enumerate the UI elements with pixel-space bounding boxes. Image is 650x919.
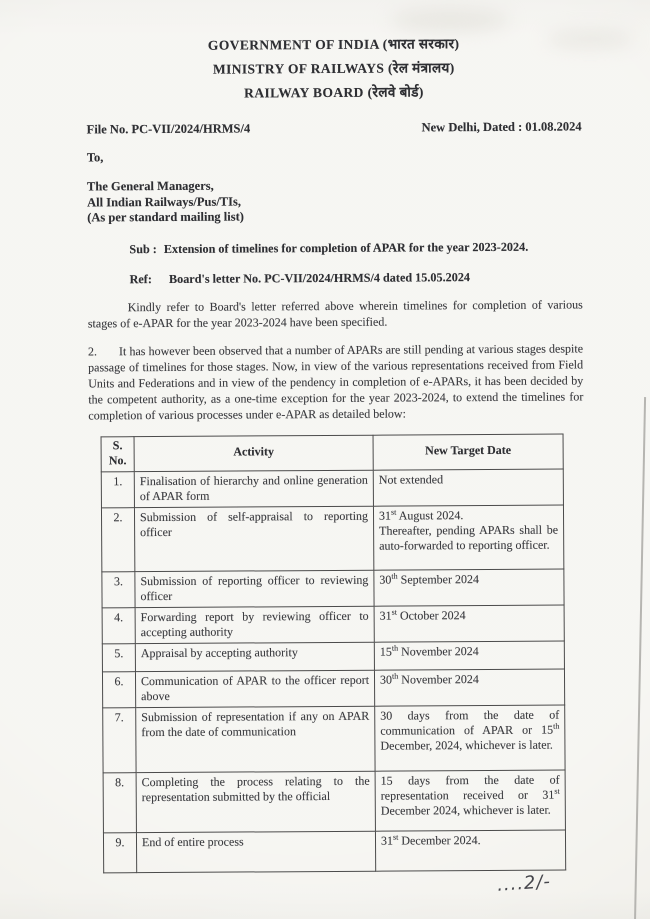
cell-activity: Forwarding report by reviewing officer to accepting authority [135,606,374,643]
cell-new-target-date: 15th November 2024 [374,641,564,670]
subject-line [87,239,582,257]
table-row [103,770,565,833]
file-number: File No. PC-VII/2024/HRMS/4 [86,121,251,137]
subject-label: Sub : [129,241,157,256]
file-number-row [87,119,582,137]
cell-serial-number: 5. [102,643,135,671]
cell-new-target-date: 30th November 2024 [374,669,564,706]
table-header-sno: S. No. [101,436,134,471]
letterhead-line-board: RAILWAY BOARD (रेलवे बोर्ड) [244,84,424,101]
paragraph-2-number: 2. [87,343,98,358]
paragraph-1: Kindly refer to Board's letter referred above wherein timelines for completion of various stages of e-APAR for the year 2023-2024 have been specified. [87,296,583,330]
table-row [103,830,565,873]
handwritten-page-number: ....2/- [496,871,552,896]
cell-serial-number: 1. [101,471,134,507]
letterhead-line-govt: GOVERNMENT OF INDIA (भारत सरकार) [207,36,460,53]
cell-new-target-date: 31st August 2024. Thereafter, pending APARs shall be auto-forwarded to reporting officer. [373,505,563,570]
table-row [101,505,563,572]
cell-new-target-date: 15 days from the date of representation received or 31st December 2024, whichever is later. [375,770,565,831]
cell-serial-number: 3. [102,571,135,607]
place-and-date: New Delhi, Dated : 01.08.2024 [421,119,582,135]
reference-label: Ref: [129,271,152,286]
cell-activity: Appraisal by accepting authority [135,642,374,671]
paragraph-2-text: It has however been observed that a number of APARs are still pending at various stages despite passage of timelines for those stages. Now, in view of the various representations received from Field Units and Federations and in view of the pendency in completion of e-APARs, it has been decided by the competent authority, as a one-time exception for the year 2023-2024, to extend the timelines for completion of various processes under e-APAR as detailed below: [88,340,584,422]
cell-activity: End of entire process [136,831,375,872]
letterhead-line-ministry: MINISTRY OF RAILWAYS (रेल मंत्रालय) [212,60,455,77]
table-header-target-date: New Target Date [373,434,563,470]
apar-timeline-table [101,433,567,873]
cell-activity: Submission of reporting officer to reviewing officer [135,570,374,607]
table-row [103,705,565,773]
cell-serial-number: 9. [103,832,136,872]
reference-text: Board's letter No. PC-VII/2024/HRMS/4 dated 15.05.2024 [168,269,471,286]
cell-serial-number: 4. [102,607,135,643]
cell-new-target-date: 30 days from the date of communication of APAR or 15th December, 2024, whichever is later. [375,705,565,771]
cell-new-target-date: 31st December 2024. [375,830,565,871]
addressee-block [87,176,582,226]
letterhead [86,31,581,106]
table-header-row [101,434,563,472]
table-row [102,669,564,708]
addressee-line: (As per standard mailing list) [87,209,244,225]
table-header-activity: Activity [134,435,373,471]
table-row [101,469,563,508]
cell-new-target-date: 30th September 2024 [374,569,564,606]
cell-serial-number: 2. [101,507,134,571]
table-row [102,569,564,608]
table-row [102,641,564,672]
subject-text: Extension of timelines for completion of APAR for the year 2023-2024. [163,239,529,256]
salutation: To, [86,150,104,165]
cell-serial-number: 6. [102,671,135,707]
cell-activity: Submission of representation if any on APAR from the date of communication [136,706,375,772]
cell-activity: Finalisation of hierarchy and online generation of APAR form [134,470,373,507]
cell-activity: Completing the process relating to the representation submitted by the official [136,771,375,832]
cell-new-target-date: 31st October 2024 [374,605,564,642]
paragraph-2 [88,340,583,423]
cell-activity: Communication of APAR to the officer report above [135,670,374,707]
addressee-line: The General Managers, [86,178,214,194]
addressee-line: All Indian Railways/Pus/TIs, [87,194,242,209]
table-row [102,605,564,644]
reference-line [88,269,583,287]
cell-serial-number: 7. [103,707,136,772]
cell-activity: Submission of self-appraisal to reporting officer [134,506,373,571]
cell-new-target-date: Not extended [373,469,563,506]
cell-serial-number: 8. [103,772,136,832]
